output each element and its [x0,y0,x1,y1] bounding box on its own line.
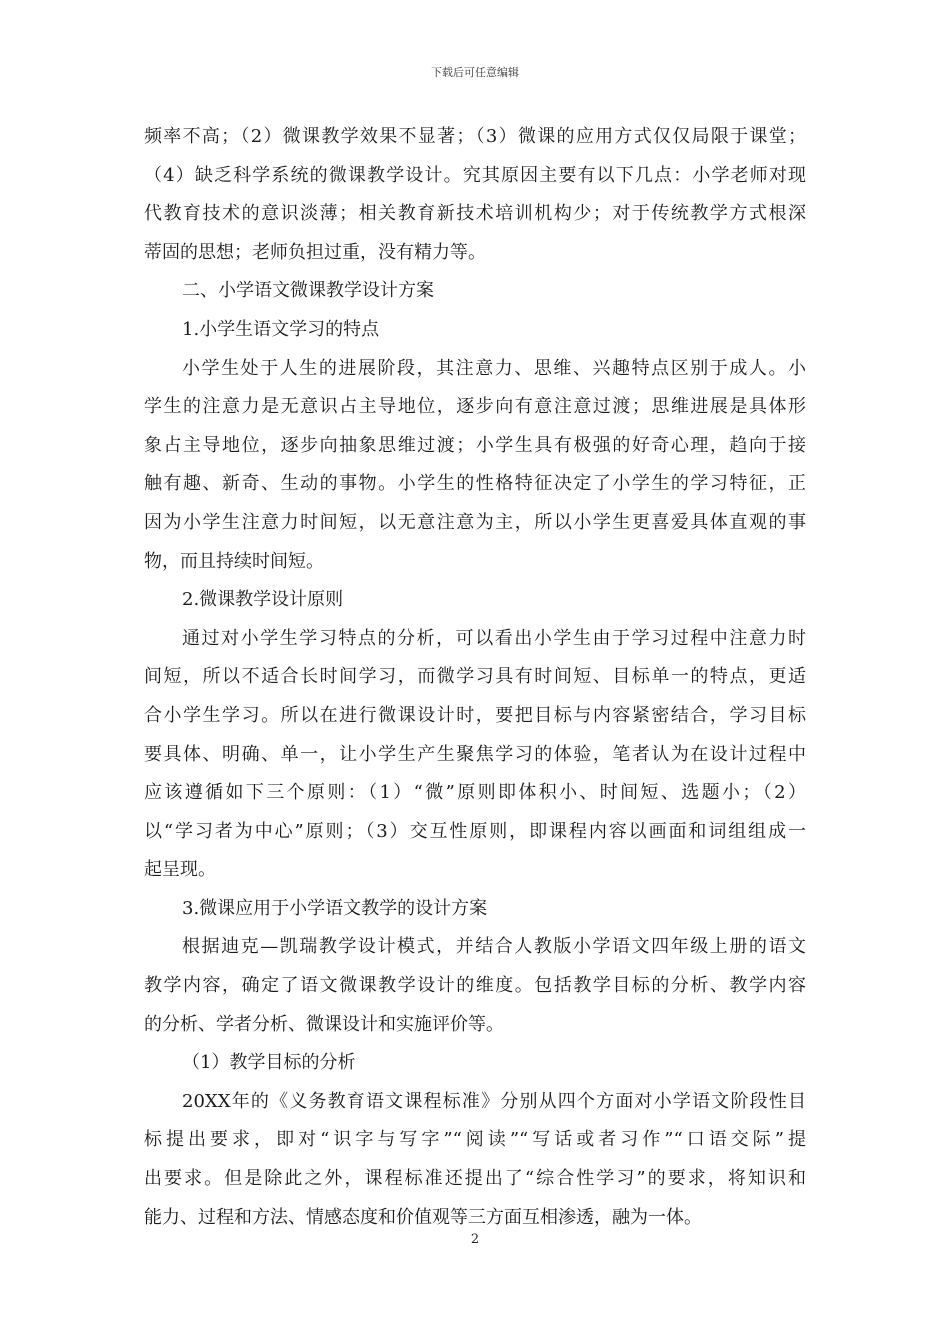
text-line: 通过对小学生学习特点的分析，可以看出小学生由于学习过程中注意力时 [182,627,806,649]
text-line: 教学内容，确定了语文微课教学设计的维度。包括教学目标的分析、教学内容 [144,975,806,997]
text-line: 2.微课教学设计原则 [182,589,344,611]
text-line: 间短，所以不适合长时间学习，而微学习具有时间短、目标单一的特点，更适 [144,666,806,688]
text-line: 触有趣、新奇、生动的事物。小学生的性格特征决定了小学生的学习特征，正 [144,473,806,495]
text-line: 应该遵循如下三个原则：（1）“微”原则即体积小、时间短、选题小；（2） [144,782,806,804]
text-line: 学生的注意力是无意识占主导地位，逐步向有意注意过渡；思维进展是具体形 [144,396,806,418]
text-line: 20XX年的《义务教育语文课程标准》分别从四个方面对小学语文阶段性目 [182,1090,806,1112]
page-header: 下载后可任意编辑 [431,66,519,79]
text-line: 以“学习者为中心”原则；（3）交互性原则，即课程内容以画面和词组组成一 [144,820,806,842]
text-line: 合小学生学习。所以在进行微课设计时，要把目标与内容紧密结合，学习目标 [144,704,806,726]
text-line: 要具体、明确、单一，让小学生产生聚焦学习的体验，笔者认为在设计过程中 [144,743,806,765]
text-line: 代教育技术的意识淡薄；相关教育新技术培训机构少；对于传统教学方式根深 [144,203,806,225]
text-line: 二、小学语文微课教学设计方案 [182,280,434,302]
text-line: （1）教学目标的分析 [182,1052,356,1074]
text-line: （4）缺乏科学系统的微课教学设计。究其原因主要有以下几点：小学老师对现 [144,164,806,186]
text-line: 象占主导地位，逐步向抽象思维过渡；小学生具有极强的好奇心理，趋向于接 [144,434,806,456]
text-line: 起呈现。 [144,859,216,881]
page-number: 2 [470,1232,480,1247]
text-line: 频率不高；（2）微课教学效果不显著；（3）微课的应用方式仅仅局限于课堂； [144,126,806,147]
text-line: 物，而且持续时间短。 [144,550,324,572]
text-line: 标提出要求，即对“识字与写字”“阅读”“写话或者习作”“口语交际”提 [144,1129,806,1151]
text-line: 3.微课应用于小学语文教学的设计方案 [182,897,488,919]
document-body [144,118,806,1237]
text-line: 的分析、学者分析、微课设计和实施评价等。 [144,1013,504,1035]
text-line: 小学生处于人生的进展阶段，其注意力、思维、兴趣特点区别于成人。小 [182,357,806,379]
text-line: 根据迪克—凯瑞教学设计模式，并结合人教版小学语文四年级上册的语文 [182,936,806,958]
text-line: 出要求。但是除此之外，课程标准还提出了“综合性学习”的要求，将知识和 [144,1168,806,1190]
text-line: 蒂固的思想；老师负担过重，没有精力等。 [144,241,486,263]
text-line: 1.小学生语文学习的特点 [182,318,380,340]
text-line: 因为小学生注意力时间短，以无意注意为主，所以小学生更喜爱具体直观的事 [144,511,806,533]
text-line: 能力、过程和方法、情感态度和价值观等三方面互相渗透，融为一体。 [144,1206,702,1228]
